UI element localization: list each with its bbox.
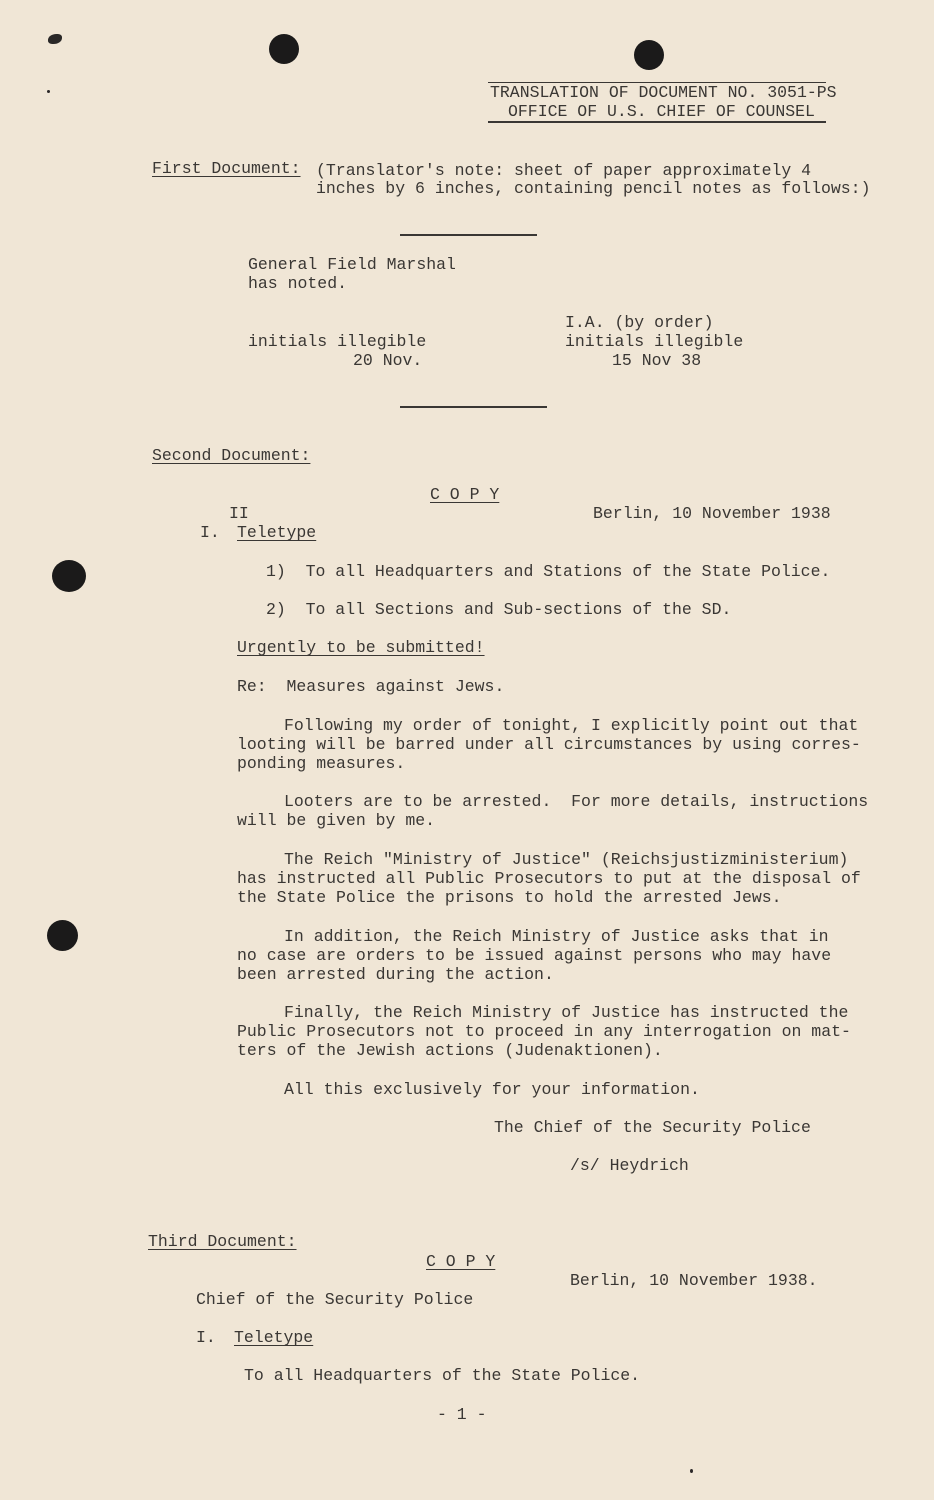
header-line-2: OFFICE OF U.S. CHIEF OF COUNSEL (508, 102, 815, 121)
punch-hole-top-left (269, 34, 299, 64)
second-document-roman: II (229, 504, 249, 523)
paragraph-1-line-2: looting will be barred under all circumstances by using corres- (237, 735, 861, 754)
second-document-item-number: I. (200, 523, 220, 542)
third-document-item-number: I. (196, 1328, 216, 1347)
ink-mark (48, 34, 62, 44)
paragraph-3-line-1: The Reich "Ministry of Justice" (Reichsjustizministerium) (284, 850, 849, 869)
recipient-2: 2) To all Sections and Sub-sections of the SD. (266, 600, 732, 619)
pencil-note-right-2: initials illegible (565, 332, 744, 351)
translator-note-line-1: (Translator's note: sheet of paper approximately 4 (316, 161, 812, 180)
second-document-copy-heading: C O P Y (430, 485, 500, 504)
header-rule-bottom (488, 121, 826, 123)
second-document-date: Berlin, 10 November 1938 (593, 504, 831, 523)
urgent-notice: Urgently to be submitted! (237, 638, 485, 657)
page-number: - 1 - (437, 1405, 487, 1424)
pencil-note-left-3: initials illegible (248, 332, 427, 351)
paragraph-4-line-3: been arrested during the action. (237, 965, 554, 984)
second-document-label: Second Document: (152, 446, 311, 465)
punch-hole-left-lower (47, 920, 78, 951)
pencil-note-left-2: has noted. (248, 274, 348, 293)
ink-dot-bottom (690, 1469, 693, 1473)
paragraph-4-line-2: no case are orders to be issued against persons who may have (237, 946, 832, 965)
third-document-recipient: To all Headquarters of the State Police. (244, 1366, 641, 1385)
pencil-note-right-1: I.A. (by order) (565, 313, 714, 332)
paragraph-1-line-1: Following my order of tonight, I explicitly point out that (284, 716, 859, 735)
pencil-note-left-1: General Field Marshal (248, 255, 456, 274)
ink-dot (47, 90, 50, 93)
paragraph-3-line-3: the State Police the prisons to hold the arrested Jews. (237, 888, 782, 907)
third-document-date: Berlin, 10 November 1938. (570, 1271, 818, 1290)
punch-hole-top-right (634, 40, 664, 70)
third-document-sender: Chief of the Security Police (196, 1290, 474, 1309)
third-document-teletype-label: Teletype (234, 1328, 314, 1347)
pencil-note-right-3: 15 Nov 38 (612, 351, 702, 370)
paragraph-6: All this exclusively for your information. (284, 1080, 700, 1099)
recipient-1: 1) To all Headquarters and Stations of the State Police. (266, 562, 831, 581)
pencil-note-left-4: 20 Nov. (353, 351, 423, 370)
signer-title: The Chief of the Security Police (494, 1118, 811, 1137)
paragraph-2-line-2: will be given by me. (237, 811, 436, 830)
subject-line: Re: Measures against Jews. (237, 677, 505, 696)
paragraph-1-line-3: ponding measures. (237, 754, 406, 773)
signature: /s/ Heydrich (570, 1156, 689, 1175)
paragraph-5-line-2: Public Prosecutors not to proceed in any interrogation on mat- (237, 1022, 851, 1041)
paragraph-2-line-1: Looters are to be arrested. For more details, instructions (284, 792, 869, 811)
translator-note-line-2: inches by 6 inches, containing pencil notes as follows:) (316, 179, 871, 198)
header-rule-top (488, 82, 826, 83)
paragraph-3-line-2: has instructed all Public Prosecutors to put at the disposal of (237, 869, 861, 888)
first-document-label: First Document: (152, 159, 301, 178)
third-document-copy-heading: C O P Y (426, 1252, 496, 1271)
separator-rule-2 (400, 406, 547, 408)
paragraph-5-line-1: Finally, the Reich Ministry of Justice has instructed the (284, 1003, 849, 1022)
punch-hole-left-upper (52, 560, 86, 592)
paragraph-5-line-3: ters of the Jewish actions (Judenaktionen). (237, 1041, 663, 1060)
separator-rule-1 (400, 234, 537, 236)
third-document-label: Third Document: (148, 1232, 297, 1251)
paragraph-4-line-1: In addition, the Reich Ministry of Justice asks that in (284, 927, 829, 946)
second-document-teletype-label: Teletype (237, 523, 317, 542)
header-line-1: TRANSLATION OF DOCUMENT NO. 3051-PS (490, 83, 837, 102)
